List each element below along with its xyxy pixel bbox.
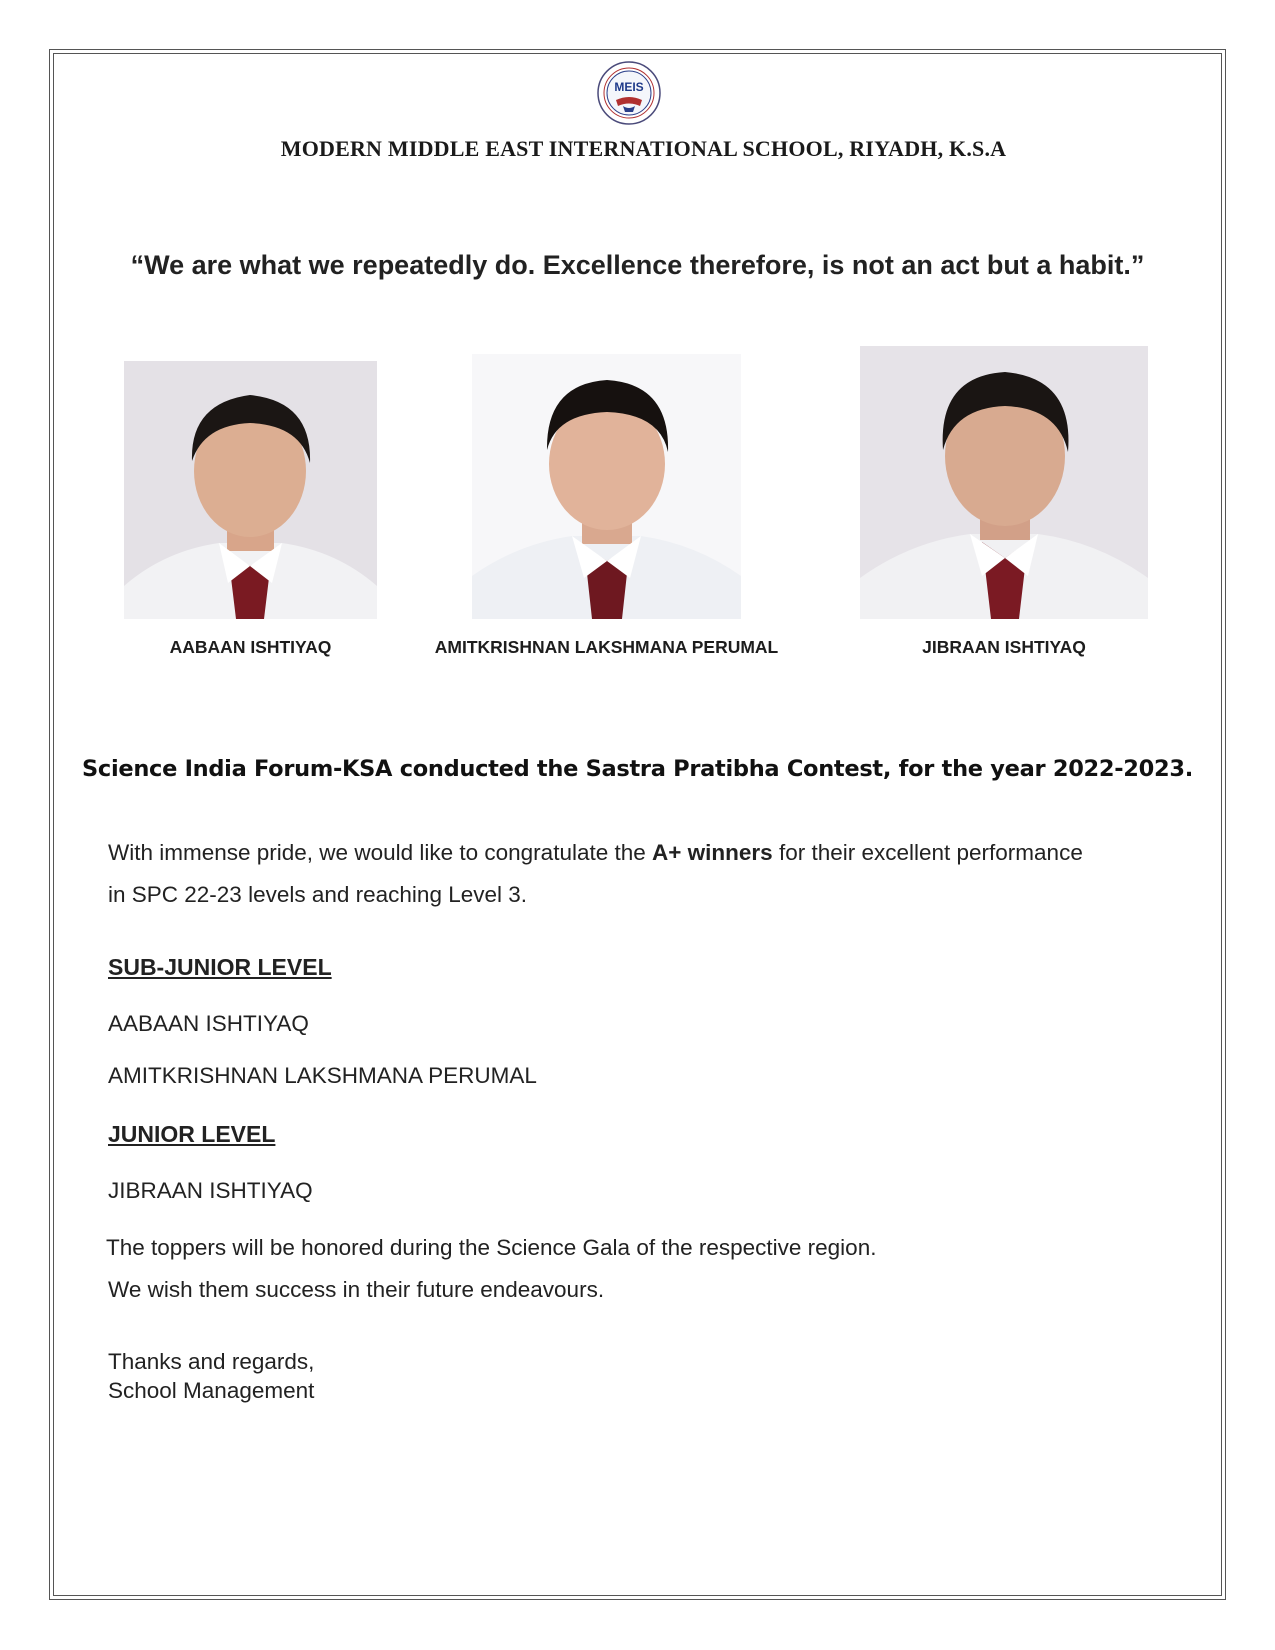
contest-announcement: Science India Forum-KSA conducted the Sastra Pratibha Contest, for the year 2022-2023.: [82, 756, 1193, 782]
congrats-highlight: A+ winners: [652, 840, 773, 865]
congrats-line-2: in SPC 22-23 levels and reaching Level 3.: [108, 882, 528, 907]
student-caption-aabaan: AABAAN ISHTIYAQ: [169, 637, 332, 657]
junior-heading: JUNIOR LEVEL: [108, 1121, 276, 1147]
student-caption-amitkrishnan: AMITKRISHNAN LAKSHMANA PERUMAL: [434, 637, 779, 657]
logo-text: MEIS: [614, 80, 644, 94]
sub-junior-heading: SUB-JUNIOR LEVEL: [108, 954, 332, 980]
honor-note: The toppers will be honored during the Science Gala of the respective region.: [106, 1235, 877, 1260]
sub-junior-winner: AMITKRISHNAN LAKSHMANA PERUMAL: [108, 1063, 537, 1088]
congrats-text-before: With immense pride, we would like to congratulate the: [108, 840, 653, 865]
closing-signoff: School Management: [108, 1378, 315, 1403]
student-caption-jibraan: JIBRAAN ISHTIYAQ: [922, 637, 1086, 657]
sub-junior-winner: AABAAN ISHTIYAQ: [108, 1011, 309, 1036]
closing-thanks: Thanks and regards,: [108, 1349, 315, 1374]
wish-note: We wish them success in their future endeavours.: [108, 1277, 605, 1302]
congrats-text-after: for their excellent performance: [772, 840, 1083, 865]
school-name: MODERN MIDDLE EAST INTERNATIONAL SCHOOL, RIYADH, K.S.A: [280, 136, 1007, 161]
student-photo-amitkrishnan: [472, 354, 741, 619]
motto-quote: “We are what we repeatedly do. Excellence therefore, is not an act but a habit.”: [130, 250, 1145, 280]
student-photo-jibraan: [860, 346, 1148, 619]
congrats-line-1: [108, 840, 1083, 866]
junior-winner: JIBRAAN ISHTIYAQ: [108, 1178, 313, 1203]
school-logo: [596, 60, 662, 126]
student-photo-aabaan: [124, 361, 377, 619]
